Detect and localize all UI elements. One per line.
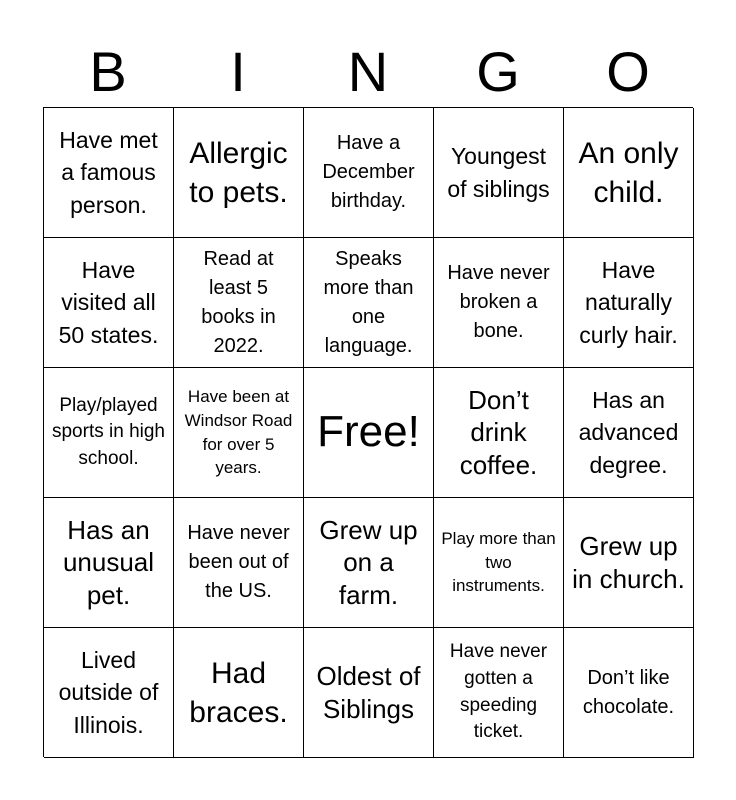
bingo-cell[interactable]: Has an advanced degree. bbox=[564, 368, 694, 498]
bingo-header bbox=[43, 40, 693, 104]
header-letter-g: G bbox=[476, 40, 520, 103]
bingo-cell[interactable]: Grew up in church. bbox=[564, 498, 694, 628]
bingo-cell[interactable]: Have never been out of the US. bbox=[174, 498, 304, 628]
bingo-cell[interactable]: Have never broken a bone. bbox=[434, 238, 564, 368]
bingo-cell[interactable]: An only child. bbox=[564, 108, 694, 238]
bingo-cell[interactable]: Speaks more than one language. bbox=[304, 238, 434, 368]
bingo-cell[interactable]: Have met a famous person. bbox=[44, 108, 174, 238]
header-letter-i: I bbox=[230, 40, 246, 103]
bingo-cell[interactable]: Have naturally curly hair. bbox=[564, 238, 694, 368]
bingo-cell[interactable]: Allergic to pets. bbox=[174, 108, 304, 238]
bingo-cell[interactable]: Oldest of Siblings bbox=[304, 628, 434, 758]
bingo-cell[interactable]: Don’t like chocolate. bbox=[564, 628, 694, 758]
bingo-cell[interactable]: Grew up on a farm. bbox=[304, 498, 434, 628]
header-letter-n: N bbox=[347, 40, 389, 103]
bingo-cell[interactable]: Read at least 5 books in 2022. bbox=[174, 238, 304, 368]
header-letter-o: O bbox=[606, 40, 650, 103]
header-letter-b: B bbox=[89, 40, 127, 103]
free-space-cell[interactable]: Free! bbox=[304, 368, 434, 498]
bingo-cell[interactable]: Have visited all 50 states. bbox=[44, 238, 174, 368]
bingo-cell[interactable]: Play more than two instruments. bbox=[434, 498, 564, 628]
bingo-cell[interactable]: Have never gotten a speeding ticket. bbox=[434, 628, 564, 758]
bingo-cell[interactable]: Had braces. bbox=[174, 628, 304, 758]
bingo-cell[interactable]: Have been at Windsor Road for over 5 years. bbox=[174, 368, 304, 498]
bingo-cell[interactable]: Lived outside of Illinois. bbox=[44, 628, 174, 758]
bingo-cell[interactable]: Have a December birthday. bbox=[304, 108, 434, 238]
bingo-cell[interactable]: Don’t drink coffee. bbox=[434, 368, 564, 498]
bingo-cell[interactable]: Play/played sports in high school. bbox=[44, 368, 174, 498]
bingo-cell[interactable]: Has an unusual pet. bbox=[44, 498, 174, 628]
bingo-card-grid bbox=[43, 107, 693, 757]
bingo-cell[interactable]: Youngest of siblings bbox=[434, 108, 564, 238]
